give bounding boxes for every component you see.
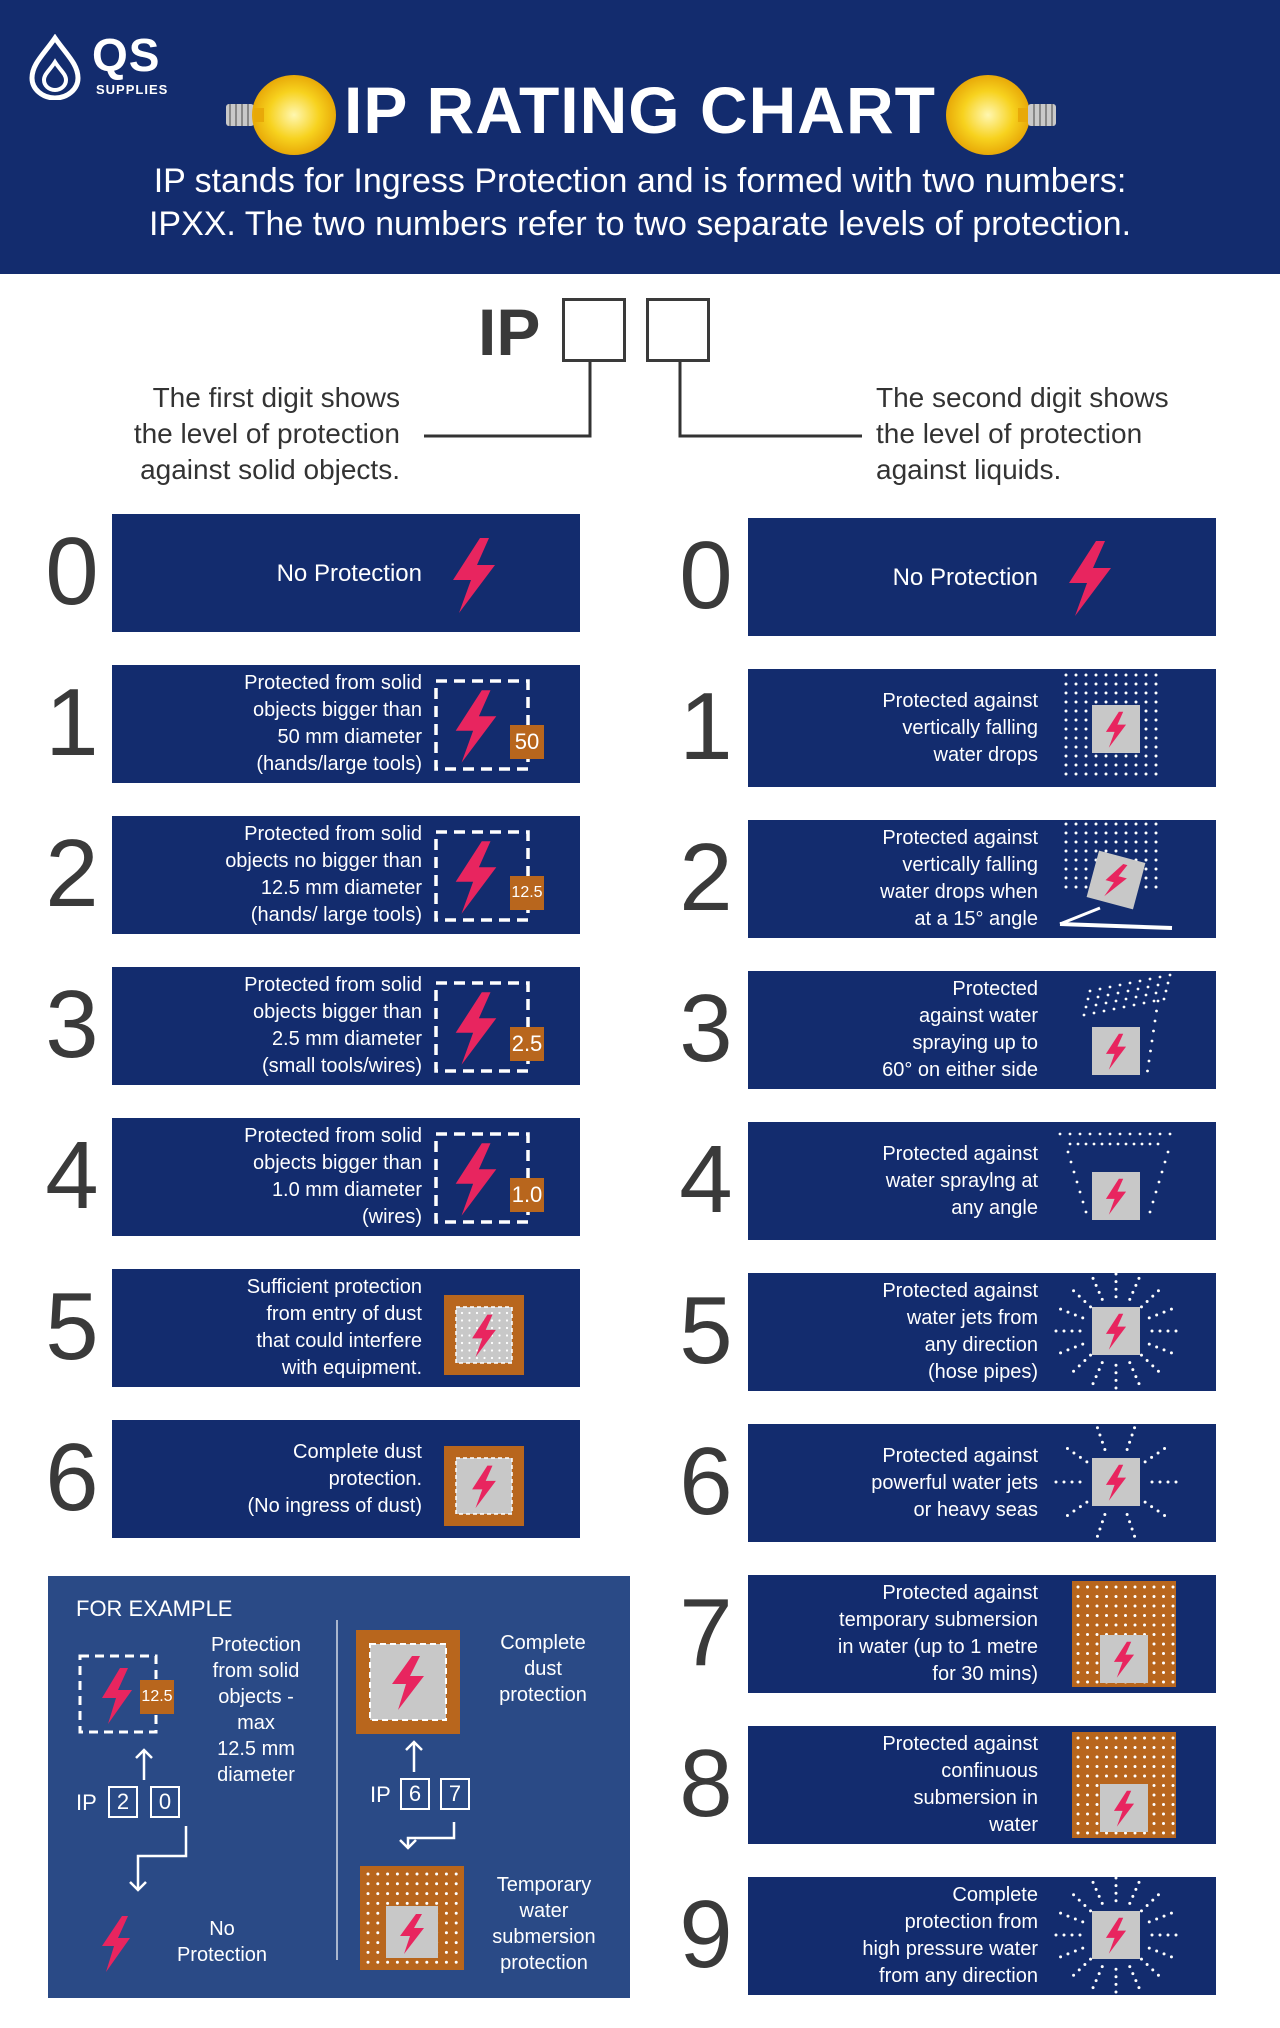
- solids-panel: [112, 1118, 580, 1236]
- rating-number: 6: [45, 1424, 99, 1531]
- text-line: No Protection: [276, 560, 422, 587]
- text-line: (hands/ large tools): [250, 904, 422, 926]
- text-line: 12.5 mm diameter: [260, 877, 422, 899]
- rating-icon: [1050, 669, 1180, 792]
- text-line: Sufficient protection: [246, 1276, 422, 1298]
- text-line: in water (up to 1 metre: [837, 1636, 1038, 1658]
- text-line: water jets from: [906, 1307, 1038, 1329]
- text-line: objects bigger than: [252, 1001, 422, 1023]
- example-right-bottom-text: [484, 1872, 604, 1976]
- text-line: (hands/large tools): [256, 753, 422, 775]
- solids-panel: [112, 967, 580, 1085]
- rating-icon: [1050, 971, 1180, 1094]
- desc-line: The second digit shows: [876, 382, 1169, 413]
- text-line: 1.0 mm diameter: [271, 1179, 422, 1201]
- text-line: objects - max: [218, 1686, 294, 1734]
- example-right-top-text: [488, 1630, 598, 1708]
- solids-description: [122, 1274, 422, 1382]
- dust-icon: [430, 1277, 540, 1381]
- text-line: water: [519, 1900, 569, 1922]
- text-line: water drops: [933, 744, 1038, 766]
- lightning-bolt-icon: [430, 522, 540, 626]
- text-line: Protected against: [882, 1445, 1038, 1467]
- text-line: water: [989, 1814, 1038, 1836]
- text-line: Protection: [210, 1634, 302, 1656]
- text-line: objects bigger than: [252, 1152, 422, 1174]
- text-line: submersion in: [913, 1787, 1038, 1809]
- text-line: protection.: [328, 1468, 422, 1490]
- example-right-ip: IP: [370, 1782, 391, 1807]
- desc-line: the level of protection: [133, 418, 400, 449]
- text-line: spraying up to: [912, 1032, 1038, 1054]
- text-line: (small tools/wires): [261, 1055, 422, 1077]
- rating-number: 8: [679, 1730, 733, 1837]
- solids-panel: [112, 1269, 580, 1387]
- text-line: Temporary: [496, 1874, 592, 1896]
- rating-number: 3: [45, 971, 99, 1078]
- text-line: powerful water jets: [871, 1472, 1038, 1494]
- solids-panel: [112, 816, 580, 934]
- rating-number: 5: [45, 1273, 99, 1380]
- text-line: Protected against: [882, 1733, 1038, 1755]
- water-jets-icon: [1050, 1273, 1180, 1391]
- text-line: Protected against: [882, 1280, 1038, 1302]
- subtitle-line: IPXX. The two numbers refer to two separate levels of protection.: [148, 205, 1132, 243]
- lightning-bolt-icon: [1050, 518, 1180, 636]
- text-line: 50 mm diameter: [277, 726, 422, 748]
- liquids-panel: [748, 1726, 1216, 1844]
- example-left-digit-1: 2: [108, 1786, 138, 1818]
- text-line: vertically falling: [902, 717, 1038, 739]
- liquids-panel: [748, 1273, 1216, 1391]
- dust-protection-icon: [356, 1630, 460, 1734]
- second-digit-description: [876, 380, 1216, 488]
- text-line: high pressure water: [862, 1938, 1038, 1960]
- submersion-icon: [1050, 1575, 1180, 1693]
- text-line: Protected against: [882, 1582, 1038, 1604]
- rating-number: 4: [679, 1126, 733, 1233]
- liquids-description: [758, 1278, 1038, 1386]
- text-line: from solid: [212, 1660, 300, 1682]
- falling-drops-icon: [1050, 669, 1180, 787]
- rating-number: 1: [45, 669, 99, 776]
- rating-number: 3: [679, 975, 733, 1082]
- rating-number: 2: [45, 820, 99, 927]
- text-line: vertically falling: [902, 854, 1038, 876]
- desc-line: against solid objects.: [140, 454, 400, 485]
- text-line: Protected from solid: [244, 1125, 422, 1147]
- size-badge: 12.5: [510, 876, 544, 910]
- powerful-jets-icon: [1050, 1424, 1180, 1542]
- text-line: any direction: [924, 1334, 1038, 1356]
- text-line: No: [209, 1918, 235, 1940]
- liquids-panel: [748, 1877, 1216, 1995]
- example-left-top-text: [198, 1632, 314, 1788]
- desc-line: the level of protection: [876, 418, 1143, 449]
- solids-description: [122, 821, 422, 929]
- high-pressure-icon: [1050, 1877, 1180, 1995]
- text-line: at a 15° angle: [914, 908, 1038, 930]
- rating-number: 5: [679, 1277, 733, 1384]
- text-line: Complete dust: [293, 1441, 422, 1463]
- text-line: for 30 mins): [932, 1663, 1038, 1685]
- text-line: Protected against: [882, 1143, 1038, 1165]
- text-line: protection: [500, 1952, 588, 1974]
- text-line: Protected against: [882, 827, 1038, 849]
- rating-icon: [1050, 820, 1180, 943]
- size-badge: 1.0: [510, 1178, 544, 1212]
- liquids-description: [758, 825, 1038, 933]
- liquids-panel: [748, 1575, 1216, 1693]
- liquids-description: [758, 1141, 1038, 1222]
- rating-icon: [1050, 1122, 1180, 1245]
- rating-number: 9: [679, 1881, 733, 1988]
- text-line: water drops when: [880, 881, 1038, 903]
- rating-number: 0: [679, 522, 733, 629]
- text-line: diameter: [217, 1764, 295, 1786]
- text-line: water spraylng at: [885, 1170, 1038, 1192]
- liquids-panel: [748, 518, 1216, 636]
- text-line: Protected from solid: [244, 823, 422, 845]
- desc-line: The first digit shows: [152, 382, 400, 413]
- text-line: 2.5 mm diameter: [271, 1028, 422, 1050]
- text-line: from entry of dust: [266, 1303, 422, 1325]
- rating-number: 0: [45, 518, 99, 625]
- logo-name: QS: [92, 29, 161, 81]
- rating-number: 7: [679, 1579, 733, 1686]
- rating-number: 6: [679, 1428, 733, 1535]
- text-line: Protection: [176, 1944, 268, 1966]
- text-line: Complete: [952, 1884, 1038, 1906]
- text-line: any angle: [951, 1197, 1038, 1219]
- liquids-description: [758, 564, 1038, 591]
- liquids-panel: [748, 820, 1216, 938]
- size-badge: 12.5: [140, 1680, 174, 1714]
- angled-drops-icon: [1050, 820, 1180, 938]
- dust-icon: [430, 1428, 540, 1532]
- first-digit-description: [100, 380, 400, 488]
- example-box: [48, 1576, 630, 1998]
- rating-icon: [1050, 1424, 1180, 1547]
- rating-icon: [430, 1277, 540, 1386]
- rating-icon: [1050, 1877, 1180, 2000]
- liquids-description: [758, 688, 1038, 769]
- text-line: objects no bigger than: [225, 850, 422, 872]
- text-line: 12.5 mm: [217, 1738, 295, 1760]
- liquids-panel: [748, 1424, 1216, 1542]
- example-left-digit-2: 0: [150, 1786, 180, 1818]
- liquids-description: [758, 1882, 1038, 1990]
- liquids-panel: [748, 1122, 1216, 1240]
- rating-icon: [430, 1428, 540, 1537]
- rating-icon: [1050, 518, 1180, 641]
- rating-icon: [1050, 1726, 1180, 1849]
- example-right-digit-1: 6: [400, 1778, 430, 1810]
- text-line: Protected against: [882, 690, 1038, 712]
- subtitle-line: IP stands for Ingress Protection and is formed with two numbers:: [153, 162, 1127, 200]
- rating-icon: [1050, 1273, 1180, 1396]
- text-line: submersion: [492, 1926, 596, 1948]
- solids-description: [122, 972, 422, 1080]
- text-line: dust: [524, 1658, 562, 1680]
- text-line: confinuous: [941, 1760, 1038, 1782]
- text-line: Protected: [952, 978, 1038, 1000]
- text-line: that could interfere: [256, 1330, 422, 1352]
- liquids-description: [758, 976, 1038, 1084]
- liquids-description: [758, 1731, 1038, 1839]
- example-right-digit-2: 7: [440, 1778, 470, 1810]
- continuous-submersion-icon: [1050, 1726, 1180, 1844]
- rating-icon: [430, 522, 540, 631]
- example-divider: [336, 1620, 338, 1960]
- spray-60-icon: [1050, 971, 1180, 1089]
- text-line: from any direction: [879, 1965, 1038, 1987]
- size-badge: 2.5: [510, 1027, 544, 1061]
- text-line: protection from: [904, 1911, 1038, 1933]
- desc-line: against liquids.: [876, 454, 1062, 485]
- text-line: (wires): [362, 1206, 422, 1228]
- size-badge: 50: [510, 725, 544, 759]
- logo-sub: SUPPLIES: [96, 82, 169, 97]
- text-line: (No ingress of dust): [247, 1495, 422, 1517]
- solids-description: [122, 1123, 422, 1231]
- spray-any-angle-icon: [1050, 1122, 1180, 1240]
- rating-number: 2: [679, 824, 733, 931]
- example-left-bottom-text: [162, 1916, 282, 1968]
- solids-description: [122, 1439, 422, 1520]
- liquids-description: [758, 1443, 1038, 1524]
- text-line: protection: [499, 1684, 587, 1706]
- solids-description: [122, 560, 422, 587]
- solids-description: [122, 670, 422, 778]
- text-line: Complete: [500, 1632, 586, 1654]
- rating-number: 1: [679, 673, 733, 780]
- rating-icon: [1050, 1575, 1180, 1698]
- text-line: Protected from solid: [244, 974, 422, 996]
- text-line: 60° on either side: [882, 1059, 1038, 1081]
- ip-label: IP: [478, 295, 541, 369]
- example-title: FOR EXAMPLE: [76, 1596, 233, 1621]
- example-left-ip: IP: [76, 1790, 97, 1815]
- text-line: (hose pipes): [927, 1361, 1038, 1383]
- text-line: Protected from solid: [244, 672, 422, 694]
- liquids-panel: [748, 669, 1216, 787]
- submersion-icon: [360, 1866, 464, 1970]
- solids-panel: [112, 665, 580, 783]
- liquids-panel: [748, 971, 1216, 1089]
- lightning-bolt-icon: [96, 1914, 136, 1974]
- solids-panel: [112, 514, 580, 632]
- rating-number: 4: [45, 1122, 99, 1229]
- text-line: temporary submersion: [839, 1609, 1038, 1631]
- text-line: objects bigger than: [252, 699, 422, 721]
- text-line: with equipment.: [281, 1357, 422, 1379]
- text-line: or heavy seas: [913, 1499, 1038, 1521]
- text-line: against water: [919, 1005, 1038, 1027]
- text-line: No Protection: [892, 564, 1038, 591]
- page-title: IP RATING CHART: [344, 73, 936, 147]
- liquids-description: [758, 1580, 1038, 1688]
- solids-panel: [112, 1420, 580, 1538]
